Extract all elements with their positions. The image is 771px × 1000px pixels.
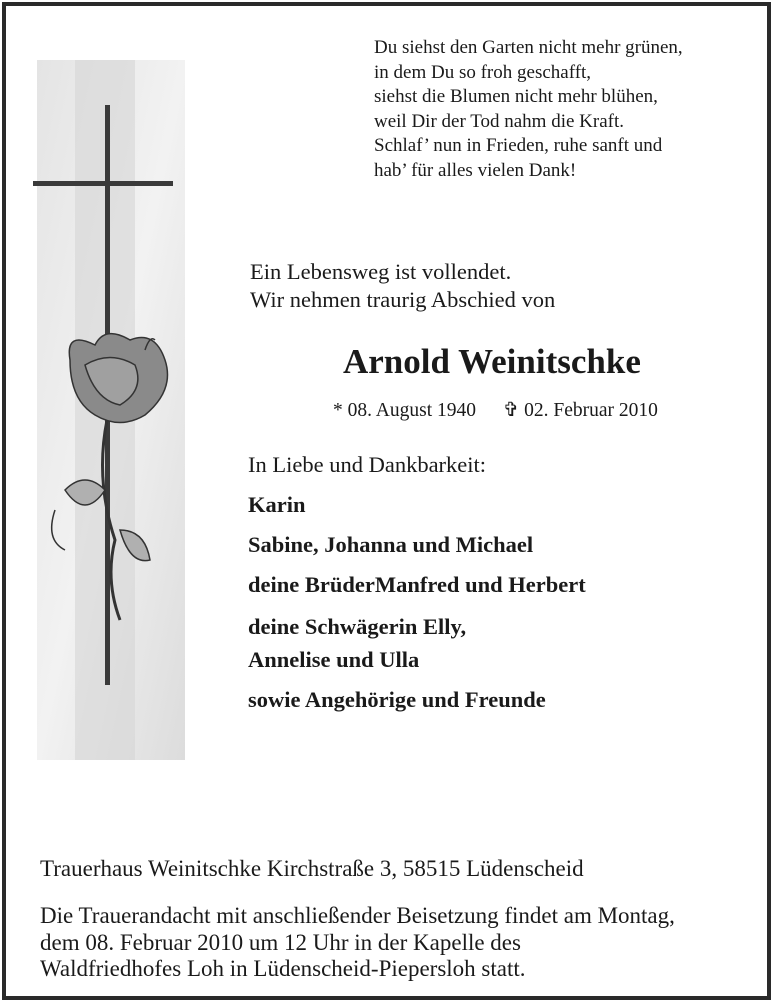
family-member: deine Schwägerin Elly,	[248, 614, 467, 639]
service-line: dem 08. Februar 2010 um 12 Uhr in der Kapelle des	[40, 929, 521, 955]
life-dates	[333, 398, 658, 422]
intro-line: Wir nehmen traurig Abschied von	[250, 287, 556, 312]
family-member: sowie Angehörige und Freunde	[248, 687, 546, 712]
service-info	[40, 903, 675, 983]
family-member: deine BrüderManfred und Herbert	[248, 572, 586, 597]
intro	[250, 258, 555, 314]
family-member: Sabine, Johanna und Michael	[248, 532, 534, 557]
poem-line: hab’ für alles vielen Dank!	[374, 159, 577, 181]
poem-line: weil Dir der Tod nahm die Kraft.	[374, 110, 624, 132]
cross-with-rose-image	[25, 60, 185, 760]
death-date: 02. Februar 2010	[524, 400, 658, 421]
poem-line: Du siehst den Garten nicht mehr grünen,	[374, 37, 683, 58]
poem-line: in dem Du so froh geschafft,	[374, 61, 592, 83]
poem	[374, 36, 683, 183]
family-heading: In Liebe und Dankbarkeit:	[248, 452, 487, 477]
intro-line: Ein Lebensweg ist vollendet.	[250, 259, 512, 284]
service-line: Waldfriedhofes Loh in Lüdenscheid-Piepersloh statt.	[40, 956, 526, 981]
deceased-name: Arnold Weinitschke	[343, 342, 641, 381]
mourning-house-address: Trauerhaus Weinitschke Kirchstraße 3, 58515 Lüdenscheid	[40, 856, 584, 881]
poem-line: siehst die Blumen nicht mehr blühen,	[374, 86, 658, 107]
service-line: Die Trauerandacht mit anschließender Beisetzung findet am Montag,	[40, 903, 675, 928]
death-cross-icon: ✞	[502, 400, 520, 421]
family-member: Annelise und Ulla	[248, 647, 420, 672]
birth-date: * 08. August 1940	[333, 400, 477, 421]
family-member: Karin	[248, 492, 306, 517]
cross-horizontal	[33, 181, 173, 186]
poem-line: Schlaf’ nun in Frieden, ruhe sanft und	[374, 135, 663, 156]
